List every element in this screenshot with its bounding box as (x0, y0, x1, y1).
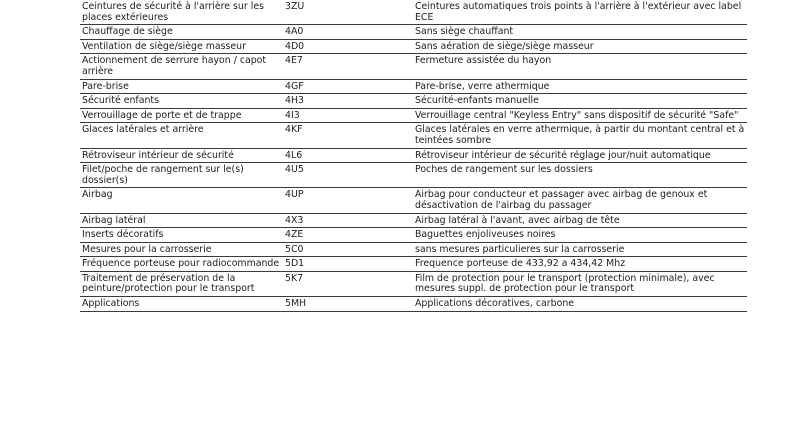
table-row (80, 39, 747, 54)
table-row (80, 188, 747, 213)
option-code-cell: 3ZU (283, 0, 413, 25)
equipment-category-cell: Airbag (80, 188, 283, 213)
table-row (80, 123, 747, 148)
table-row (80, 242, 747, 257)
equipment-category-cell: Glaces latérales et arrière (80, 123, 283, 148)
option-code-cell: 4A0 (283, 25, 413, 40)
option-code-cell: 4GF (283, 79, 413, 94)
equipment-category-cell: Rétroviseur intérieur de sécurité (80, 148, 283, 163)
equipment-category-cell: Fréquence porteuse pour radiocommande (80, 257, 283, 272)
option-description-cell: Ceintures automatiques trois points à l'arrière à l'extérieur avec label ECE (413, 0, 747, 25)
option-description-cell: Glaces latérales en verre athermique, à partir du montant central et à teintées sombre (413, 123, 747, 148)
option-code-cell: 4H3 (283, 94, 413, 109)
option-code-cell: 4UP (283, 188, 413, 213)
table-row (80, 148, 747, 163)
option-code-cell: 5C0 (283, 242, 413, 257)
option-code-cell: 5MH (283, 297, 413, 312)
option-code-cell: 4U5 (283, 163, 413, 188)
option-description-cell: sans mesures particulieres sur la carrosserie (413, 242, 747, 257)
option-description-cell: Film de protection pour le transport (protection minimale), avec mesures suppl. de protection pour le transport (413, 271, 747, 296)
option-description-cell: Verrouillage central "Keyless Entry" sans dispositif de sécurité "Safe" (413, 108, 747, 123)
option-description-cell: Airbag pour conducteur et passager avec airbag de genoux et désactivation de l'airbag du passager (413, 188, 747, 213)
equipment-category-cell: Chauffage de siège (80, 25, 283, 40)
option-code-cell: 4L6 (283, 148, 413, 163)
equipment-category-cell: Inserts décoratifs (80, 228, 283, 243)
option-code-cell: 5K7 (283, 271, 413, 296)
table-row (80, 79, 747, 94)
equipment-category-cell: Ceintures de sécurité à l'arrière sur les places extérieures (80, 0, 283, 25)
option-description-cell: Sans siège chauffant (413, 25, 747, 40)
option-description-cell: Pare-brise, verre athermique (413, 79, 747, 94)
table-row (80, 271, 747, 296)
option-description-cell: Sécurité-enfants manuelle (413, 94, 747, 109)
equipment-category-cell: Airbag latéral (80, 213, 283, 228)
equipment-category-cell: Actionnement de serrure hayon / capot arrière (80, 54, 283, 79)
table-row (80, 297, 747, 312)
table-row (80, 228, 747, 243)
equipment-category-cell: Traitement de préservation de la peinture/protection pour le transport (80, 271, 283, 296)
option-description-cell: Applications décoratives, carbone (413, 297, 747, 312)
option-code-cell: 4I3 (283, 108, 413, 123)
equipment-category-cell: Pare-brise (80, 79, 283, 94)
table-row (80, 0, 747, 25)
table-row (80, 25, 747, 40)
option-description-cell: Airbag latéral à l'avant, avec airbag de tête (413, 213, 747, 228)
option-description-cell: Sans aération de siège/siège masseur (413, 39, 747, 54)
option-code-cell: 4X3 (283, 213, 413, 228)
table-row (80, 257, 747, 272)
table-row (80, 94, 747, 109)
option-code-cell: 4E7 (283, 54, 413, 79)
table-row (80, 163, 747, 188)
table-row (80, 108, 747, 123)
equipment-table (80, 0, 747, 312)
table-row (80, 54, 747, 79)
option-code-cell: 4KF (283, 123, 413, 148)
equipment-category-cell: Verrouillage de porte et de trappe (80, 108, 283, 123)
equipment-category-cell: Mesures pour la carrosserie (80, 242, 283, 257)
option-description-cell: Frequence porteuse de 433,92 a 434,42 Mhz (413, 257, 747, 272)
option-description-cell: Poches de rangement sur les dossiers (413, 163, 747, 188)
option-code-cell: 4D0 (283, 39, 413, 54)
option-code-cell: 4ZE (283, 228, 413, 243)
equipment-category-cell: Ventilation de siège/siège masseur (80, 39, 283, 54)
equipment-category-cell: Applications (80, 297, 283, 312)
option-description-cell: Rétroviseur intérieur de sécurité réglage jour/nuit automatique (413, 148, 747, 163)
option-description-cell: Fermeture assistée du hayon (413, 54, 747, 79)
option-description-cell: Baguettes enjoliveuses noires (413, 228, 747, 243)
table-row (80, 213, 747, 228)
equipment-table-body (80, 0, 747, 311)
equipment-category-cell: Sécurité enfants (80, 94, 283, 109)
option-code-cell: 5D1 (283, 257, 413, 272)
equipment-category-cell: Filet/poche de rangement sur le(s) dossier(s) (80, 163, 283, 188)
